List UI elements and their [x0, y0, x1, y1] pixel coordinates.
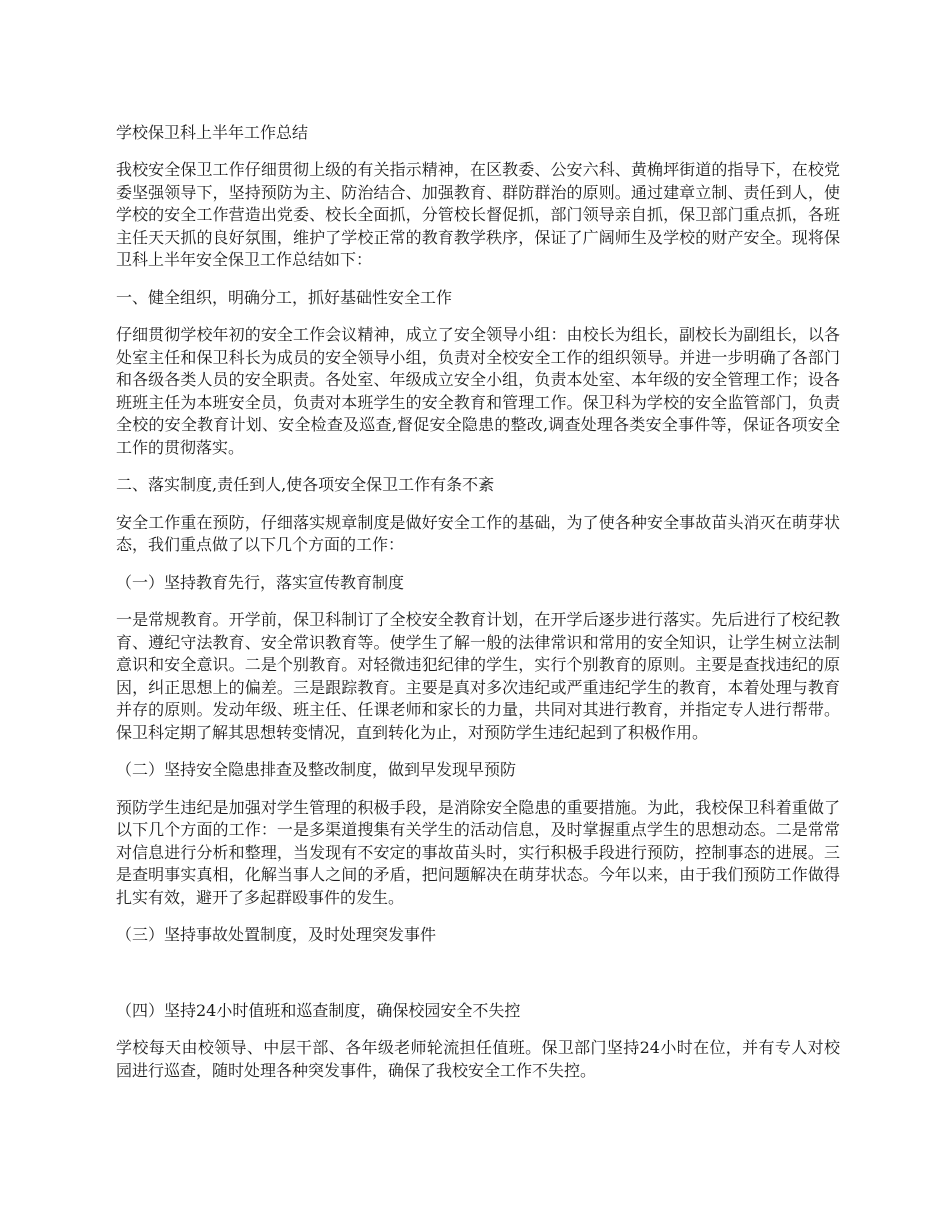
document-title: 学校保卫科上半年工作总结 [116, 123, 309, 142]
blank-space [116, 962, 840, 1000]
subsection2-heading: （二）坚持安全隐患排查及整改制度，做到早发现早预防 [116, 760, 517, 779]
document-page [116, 121, 840, 1097]
subsection4-paragraph: 学校每天由校领导、中层干部、各年级老师轮流担任值班。保卫部门坚持24小时在位，并有专人对校园进行巡查，随时处理各种突发事件，确保了我校安全工作不失控。 [116, 1038, 840, 1080]
section1-heading: 一、健全组织，明确分工，抓好基础性安全工作 [116, 287, 453, 307]
subsection2-paragraph: 预防学生违纪是加强对学生管理的积极手段，是消除安全隐患的重要措施。为此，我校保卫科着重做了以下几个方面的工作：一是多渠道搜集有关学生的活动信息，及时掌握重点学生的思想动态。二是常常对信息进行分析和整理，当发现有不安定的事故苗头时，实行积极手段进行预防，控制事态的进展。三是查明事实真相，化解当事人之间的矛盾，把问题解决在萌芽状态。今年以来，由于我们预防工作做得扎实有效，避开了多起群殴事件的发生。 [116, 797, 840, 907]
subsection1-paragraph: 一是常规教育。开学前，保卫科制订了全校安全教育计划，在开学后逐步进行落实。先后进行了校纪教育、遵纪守法教育、安全常识教育等。使学生了解一般的法律常识和常用的安全知识，让学生树立法制意识和安全意识。二是个别教育。对轻微违犯纪律的学生，实行个别教育的原则。主要是查找违纪的原因，纠正思想上的偏差。三是跟踪教育。主要是真对多次违纪或严重违纪学生的教育，本着处理与教育并存的原则。发动年级、班主任、任课老师和家长的力量，共同对其进行教育，并指定专人进行帮带。保卫科定期了解其思想转变情况，直到转化为止，对预防学生违纪起到了积极作用。 [116, 610, 840, 742]
section2-heading: 二、落实制度,责任到人,使各项安全保卫工作有条不紊 [116, 475, 495, 494]
subsection1-heading: （一）坚持教育先行，落实宣传教育制度 [116, 572, 405, 592]
subsection4-heading: （四）坚持24小时值班和巡查制度，确保校园安全不失控 [116, 1000, 521, 1020]
section1-paragraph: 仔细贯彻学校年初的安全工作会议精神，成立了安全领导小组：由校长为组长，副校长为副组长，以各处室主任和保卫科长为成员的安全领导小组，负责对全校安全工作的组织领导。并进一步明确了各部门和各级各类人员的安全职责。各处室、年级成立安全小组，负责本处室、本年级的安全管理工作；设各班班主任为本班安全员，负责对本班学生的安全教育和管理工作。保卫科为学校的安全监管部门，负责全校的安全教育计划、安全检查及巡查,督促安全隐患的整改,调查处理各类安全事件等，保证各项安全工作的贯彻落实。 [116, 325, 840, 457]
section2-paragraph: 安全工作重在预防，仔细落实规章制度是做好安全工作的基础，为了使各种安全事故苗头消灭在萌芽状态，我们重点做了以下几个方面的工作： [116, 512, 840, 554]
subsection3-heading: （三）坚持事故处置制度，及时处理突发事件 [116, 925, 437, 944]
intro-paragraph: 我校安全保卫工作仔细贯彻上级的有关指示精神，在区教委、公安六科、黄桷坪街道的指导下，在校党委坚强领导下，坚持预防为主、防治结合、加强教育、群防群治的原则。通过建章立制、责任到人，使学校的安全工作营造出党委、校长全面抓，分管校长督促抓，部门领导亲自抓，保卫部门重点抓，各班主任天天抓的良好氛围，维护了学校正常的教育教学秩序，保证了广阔师生及学校的财产安全。现将保卫科上半年安全保卫工作总结如下： [116, 160, 840, 269]
